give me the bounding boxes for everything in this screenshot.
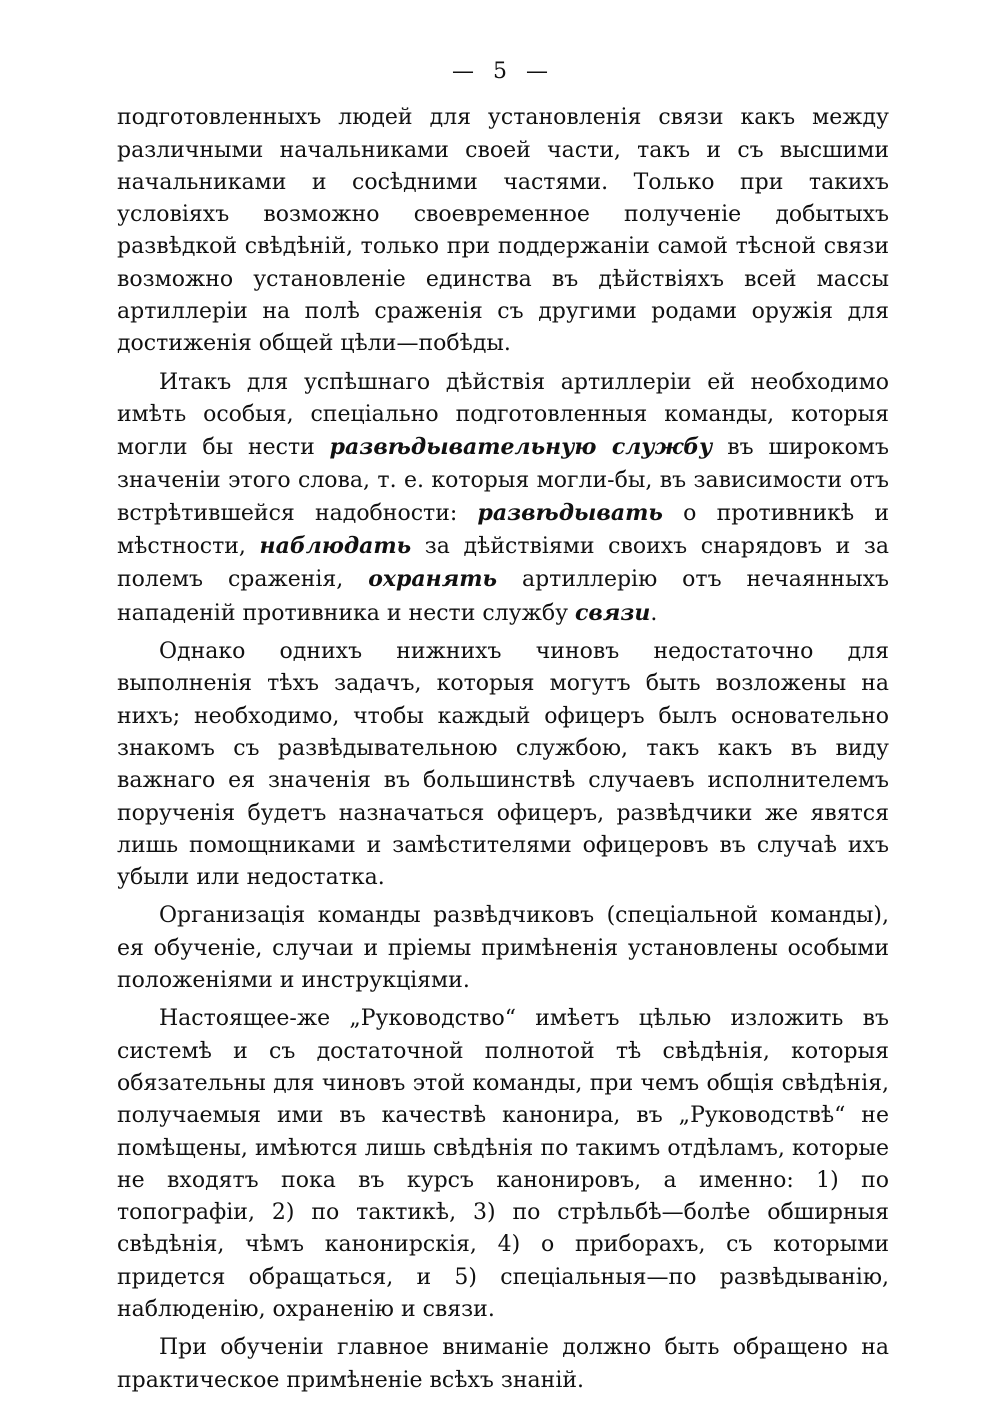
paragraph-2 xyxy=(117,367,889,630)
page-number: — 5 — xyxy=(452,59,554,84)
emphasis-protect: охранять xyxy=(368,566,498,593)
paragraph-5: Настоящее-же „Руководство“ имѣетъ цѣлью изложить въ системѣ и съ достаточной полнотой тѣ свѣдѣнія, которыя обязательны для чиновъ этой команды, при чемъ общія свѣдѣнія, получаемыя ими въ качествѣ канонира, въ „Руководствѣ“ не помѣщены, имѣются лишь свѣдѣнія по такимъ отдѣламъ, которые не входятъ пока въ курсъ канонировъ, а именно: 1) по топографіи, 2) по тактикѣ, 3) по стрѣльбѣ—болѣе обширныя свѣдѣнія, чѣмъ канонирскія, 4) о приборахъ, съ которыми придется обращаться, и 5) спеціальныя—по развѣдыванію, наблюденію, охраненію и связи. xyxy=(117,1006,889,1322)
paragraph-6: При обученіи главное вниманіе должно быть обращено на практическое примѣненіе всѣхъ знаній. xyxy=(117,1335,889,1393)
paragraph-2-text-4: за дѣйствіями своихъ снарядовъ и за полемъ сраженія, xyxy=(117,534,889,593)
paragraph-2-text-1: Итакъ для успѣшнаго дѣйствія артиллеріи ей необходимо имѣть особыя, спеціально подготовленныя команды, которыя могли бы нести xyxy=(117,369,889,461)
paragraph-2-text-6: . xyxy=(650,600,658,626)
emphasis-observe: наблюдать xyxy=(259,533,412,560)
emphasis-reconnaissance-service: развѣдывательную службу xyxy=(329,434,713,461)
paragraph-2-text-5: артиллерію отъ нечаянныхъ нападеній противника и нести службу xyxy=(117,567,889,626)
paragraph-3: Однако однихъ нижнихъ чиновъ недостаточно для выполненія тѣхъ задачъ, которыя могутъ быть возложены на нихъ; необходимо, чтобы каждый офицеръ былъ основательно знакомъ съ развѣдывательною службою, такъ какъ въ виду важнаго ея значенія въ большинствѣ случаевъ исполнителемъ порученія будетъ назначаться офицеръ, развѣдчики же явятся лишь помощниками и замѣстителями офицеровъ въ случаѣ ихъ убыли или недостатка. xyxy=(117,639,889,891)
paragraph-4: Организація команды развѣдчиковъ (спеціальной команды), ея обученіе, случаи и пріемы примѣненія установлены особыми положеніями и инструкціями. xyxy=(117,903,889,994)
paragraph-1: подготовленныхъ людей для установленія связи какъ между различными начальниками своей части, такъ и съ высшими начальниками и сосѣдними частями. Только при такихъ условіяхъ возможно своевременное полученіе добытыхъ развѣдкой свѣдѣній, только при поддержаніи самой тѣсной связи возможно установленіе единства въ дѣйствіяхъ всей массы артиллеріи на полѣ сраженія съ другими родами оружія для достиженія общей цѣли—побѣды. xyxy=(117,105,889,357)
emphasis-reconnoiter: развѣдывать xyxy=(477,499,663,526)
paragraph-2-text-3: о противникѣ и мѣстности, xyxy=(117,500,889,560)
paragraph-2-text-2: въ широкомъ значеніи этого слова, т. е. которыя могли-бы, въ зависимости отъ встрѣтившейся надобности: xyxy=(117,435,889,526)
document-page xyxy=(117,56,889,1397)
emphasis-communication: связи xyxy=(575,599,651,626)
